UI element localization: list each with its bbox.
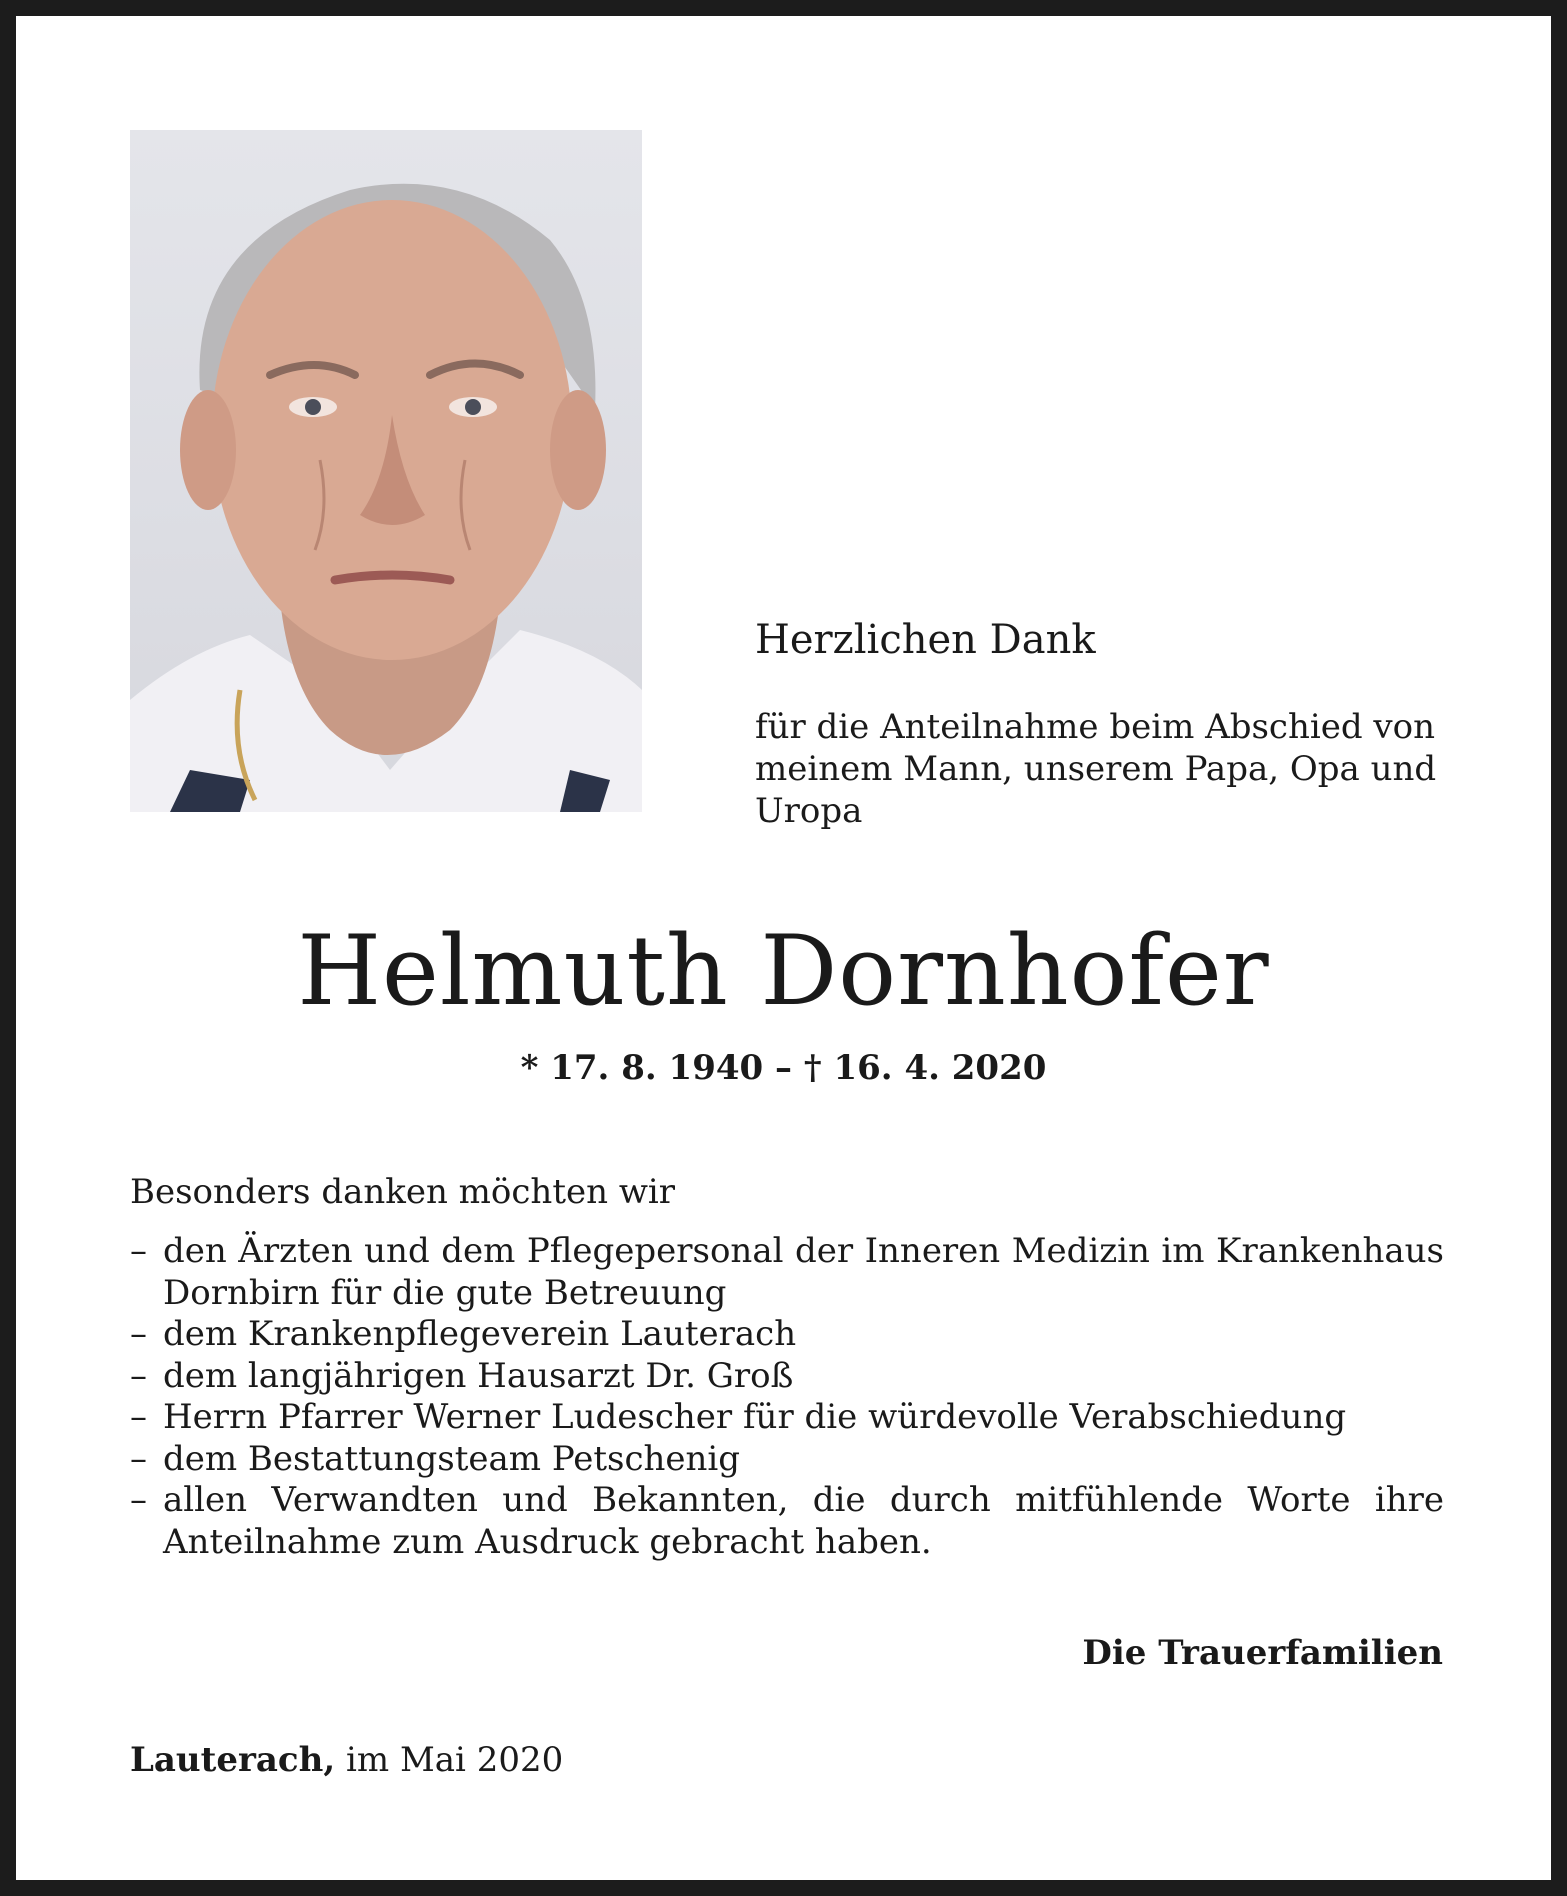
acknowledgement-list	[130, 1231, 1444, 1563]
thanks-text: für die Anteilnahme beim Abschied von meinem Mann, unserem Papa, Opa und Uropa	[755, 707, 1437, 831]
place-date	[130, 1738, 563, 1782]
obituary-card	[16, 16, 1551, 1880]
signature: Die Trauerfamilien	[1082, 1633, 1443, 1673]
date: im Mai 2020	[346, 1740, 564, 1780]
portrait-illustration	[130, 130, 642, 812]
list-item: – allen Verwandten und Bekannten, die durch mitfühlende Worte ihre Anteilnahme zum Ausdruck gebracht haben.	[130, 1480, 1444, 1563]
place: Lauterach,	[130, 1740, 336, 1780]
acknowledgement-intro: Besonders danken möchten wir	[130, 1172, 676, 1212]
deceased-name: Helmuth Dornhofer	[297, 915, 1270, 1027]
list-item: – dem langjährigen Hausarzt Dr. Groß	[130, 1356, 1444, 1398]
life-dates: * 17. 8. 1940 – † 16. 4. 2020	[520, 1048, 1047, 1088]
list-item: – den Ärzten und dem Pflegepersonal der Inneren Medizin im Krankenhaus Dornbirn für die gute Betreuung	[130, 1231, 1444, 1314]
thanks-heading: Herzlichen Dank	[755, 617, 1096, 663]
list-item: – dem Bestattungsteam Petschenig	[130, 1439, 1444, 1481]
portrait-photo	[130, 130, 642, 812]
list-item: – Herrn Pfarrer Werner Ludescher für die würdevolle Verabschiedung	[130, 1397, 1444, 1439]
list-item: – dem Krankenpflegeverein Lauterach	[130, 1314, 1444, 1356]
